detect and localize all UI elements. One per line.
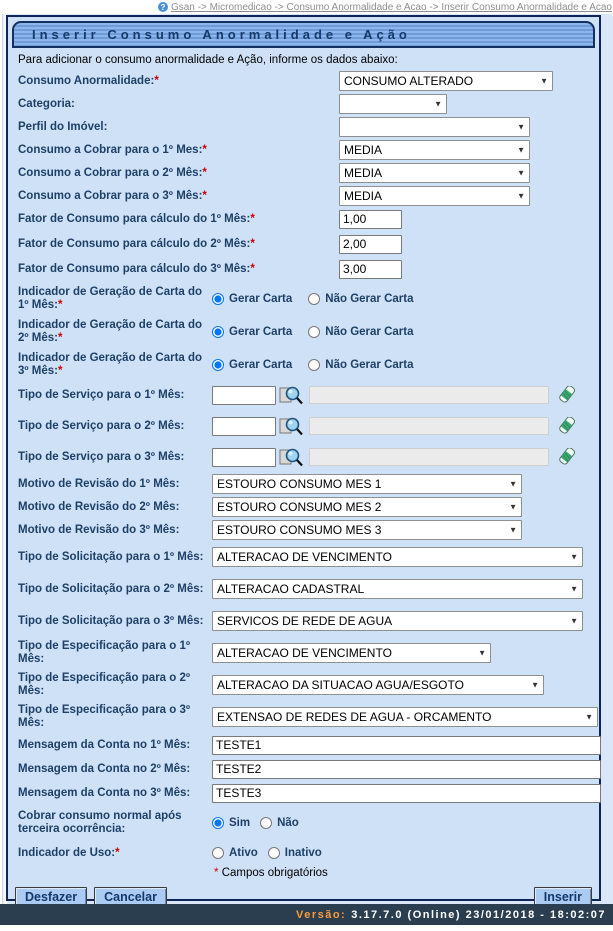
ind-carta-1-radio-nao-gerar[interactable] bbox=[308, 293, 320, 305]
chevron-down-icon: ▼ bbox=[517, 122, 525, 132]
ind-carta-3-radio-nao-gerar[interactable] bbox=[308, 359, 320, 371]
tipo-servico-3-erase-icon[interactable] bbox=[558, 448, 575, 467]
field-row-tipo-servico-3 bbox=[18, 447, 592, 467]
tipo-servico-1-code-input[interactable] bbox=[212, 386, 276, 405]
required-asterisk: * bbox=[250, 212, 255, 225]
field-row-tipo-solicitacao-2 bbox=[18, 575, 592, 603]
fator-1-input[interactable] bbox=[339, 210, 402, 229]
field-row-motivo-revisao-2 bbox=[18, 497, 592, 517]
ind-carta-1-option-gerar[interactable] bbox=[212, 293, 292, 305]
chevron-down-icon: ▼ bbox=[585, 712, 593, 722]
required-asterisk: * bbox=[58, 299, 63, 311]
field-label: Consumo Anormalidade: bbox=[18, 74, 155, 87]
field-row-motivo-revisao-3 bbox=[18, 520, 592, 540]
tipo-servico-1-erase-icon[interactable] bbox=[558, 386, 575, 405]
field-label: Fator de Consumo para cálculo do 1º Mês: bbox=[18, 212, 251, 225]
field-label: Motivo de Revisão do 2º Mês: bbox=[18, 500, 180, 513]
field-label: Indicador de Geração de Carta do 1º Mês: bbox=[18, 286, 203, 311]
field-label: Tipo de Solicitação para o 1º Mês: bbox=[18, 550, 204, 563]
field-label: Tipo de Serviço para o 1º Mês: bbox=[18, 388, 185, 401]
required-asterisk: * bbox=[154, 74, 159, 87]
form-panel bbox=[6, 15, 601, 904]
breadcrumb bbox=[0, 0, 613, 14]
tipo-servico-2-search-icon[interactable] bbox=[279, 416, 303, 436]
chevron-down-icon: ▼ bbox=[517, 168, 525, 178]
indicador-uso-option-inativo[interactable] bbox=[268, 847, 322, 859]
field-label: Indicador de Geração de Carta do 3º Mês: bbox=[18, 352, 203, 377]
indicador-uso-option-ativo[interactable] bbox=[212, 847, 258, 859]
chevron-down-icon: ▼ bbox=[531, 680, 539, 690]
field-row-indicador-uso bbox=[18, 843, 592, 863]
required-asterisk: * bbox=[202, 166, 207, 179]
field-row-consumo-cobrar-3 bbox=[18, 186, 592, 206]
field-label: Fator de Consumo para cálculo do 2º Mês: bbox=[18, 237, 251, 250]
field-row-perfil-imovel bbox=[18, 117, 592, 137]
field-row-ind-carta-3 bbox=[18, 351, 592, 379]
radio-label: Não Gerar Carta bbox=[325, 293, 414, 305]
ind-carta-1-option-nao-gerar[interactable] bbox=[308, 293, 413, 305]
chevron-down-icon: ▼ bbox=[478, 648, 486, 658]
field-label: Consumo a Cobrar para o 1º Mes: bbox=[18, 143, 203, 156]
consumo-cobrar-1-select[interactable] bbox=[339, 140, 530, 160]
chevron-down-icon: ▼ bbox=[570, 584, 578, 594]
field-label: Fator de Consumo para cálculo do 3º Mês: bbox=[18, 262, 251, 275]
field-label: Mensagem da Conta no 1º Mês: bbox=[18, 738, 191, 751]
field-row-tipo-solicitacao-1 bbox=[18, 543, 592, 571]
tipo-solicitacao-2-select[interactable] bbox=[212, 579, 583, 599]
field-row-cobrar-normal bbox=[18, 809, 592, 837]
radio-label: Gerar Carta bbox=[229, 359, 293, 371]
required-asterisk: * bbox=[214, 867, 219, 879]
chevron-down-icon: ▼ bbox=[509, 502, 517, 512]
radio-label: Gerar Carta bbox=[229, 293, 293, 305]
tipo-servico-3-descricao-field bbox=[309, 448, 549, 466]
radio-label: Gerar Carta bbox=[229, 326, 293, 338]
radio-label: Ativo bbox=[229, 847, 258, 859]
required-asterisk: * bbox=[250, 262, 255, 275]
chevron-down-icon: ▼ bbox=[517, 145, 525, 155]
required-asterisk: * bbox=[58, 365, 63, 377]
field-row-tipo-servico-1 bbox=[18, 385, 592, 405]
required-fields-note bbox=[214, 867, 592, 879]
perfil-imovel-select[interactable] bbox=[339, 117, 530, 137]
motivo-revisao-3-select[interactable] bbox=[212, 520, 522, 540]
select-value: EXTENSAO DE REDES DE AGUA - ORCAMENTO bbox=[217, 710, 492, 724]
indicador-uso-radio-inativo[interactable] bbox=[268, 847, 280, 859]
ind-carta-3-option-nao-gerar[interactable] bbox=[308, 359, 413, 371]
consumo-cobrar-3-select[interactable] bbox=[339, 186, 530, 206]
field-label: Perfil do Imóvel: bbox=[18, 120, 108, 133]
tipo-servico-2-code-input[interactable] bbox=[212, 417, 276, 436]
cobrar-normal-radio-sim[interactable] bbox=[212, 817, 224, 829]
field-row-categoria bbox=[18, 94, 592, 114]
mensagem-1-input[interactable] bbox=[212, 736, 601, 755]
chevron-down-icon: ▼ bbox=[570, 616, 578, 626]
radio-label: Sim bbox=[229, 817, 251, 829]
cancelar-button[interactable]: Cancelar bbox=[94, 887, 167, 908]
field-row-tipo-servico-2 bbox=[18, 416, 592, 436]
help-icon[interactable]: ? bbox=[158, 2, 168, 12]
required-asterisk: * bbox=[58, 332, 63, 344]
field-label: Motivo de Revisão do 1º Mês: bbox=[18, 477, 180, 490]
cobrar-normal-radio-nao[interactable] bbox=[260, 817, 272, 829]
breadcrumb-links[interactable]: Gsan -> Micromedicao -> Consumo Anormalidade e Acao -> Inserir Consumo Anormalidade e Acao bbox=[170, 1, 612, 13]
field-label: Tipo de Solicitação para o 3º Mês: bbox=[18, 614, 204, 627]
tipo-servico-2-erase-icon[interactable] bbox=[558, 417, 575, 436]
page-title: Inserir Consumo Anormalidade e Ação bbox=[12, 21, 595, 48]
field-label: Indicador de Uso: bbox=[18, 846, 116, 859]
ind-carta-3-radio-gerar[interactable] bbox=[212, 359, 224, 371]
radio-label: Não Gerar Carta bbox=[325, 359, 414, 371]
select-value: ALTERACAO DE VENCIMENTO bbox=[217, 550, 392, 564]
tipo-especificacao-1-select[interactable] bbox=[212, 643, 491, 663]
tipo-servico-3-search-icon[interactable] bbox=[279, 447, 303, 467]
tipo-servico-1-descricao-field bbox=[309, 386, 549, 404]
fator-3-input[interactable] bbox=[339, 260, 402, 279]
page-subtitle: Para adicionar o consumo anormalidade e Ação, informe os dados abaixo: bbox=[18, 54, 398, 66]
ind-carta-2-option-nao-gerar[interactable] bbox=[308, 326, 413, 338]
required-asterisk: * bbox=[250, 237, 255, 250]
field-label: Tipo de Solicitação para o 2º Mês: bbox=[18, 582, 204, 595]
select-value: ESTOURO CONSUMO MES 2 bbox=[217, 500, 382, 514]
field-row-mensagem-2 bbox=[18, 759, 592, 779]
field-label: Consumo a Cobrar para o 2º Mês: bbox=[18, 166, 203, 179]
field-row-mensagem-3 bbox=[18, 783, 592, 803]
field-row-consumo-cobrar-1 bbox=[18, 140, 592, 160]
mensagem-3-input[interactable] bbox=[212, 784, 601, 803]
radio-label: Não Gerar Carta bbox=[325, 326, 414, 338]
select-value: ALTERACAO DA SITUACAO AGUA/ESGOTO bbox=[217, 678, 464, 692]
field-row-ind-carta-1 bbox=[18, 285, 592, 313]
field-row-fator-1 bbox=[18, 209, 592, 229]
select-value: MEDIA bbox=[344, 143, 383, 157]
field-row-mensagem-1 bbox=[18, 735, 592, 755]
tipo-servico-3-code-input[interactable] bbox=[212, 448, 276, 467]
field-row-motivo-revisao-1 bbox=[18, 474, 592, 494]
field-label: Mensagem da Conta no 3º Mês: bbox=[18, 786, 191, 799]
tipo-servico-1-search-icon[interactable] bbox=[279, 385, 303, 405]
indicador-uso-radio-ativo[interactable] bbox=[212, 847, 224, 859]
radio-label: Inativo bbox=[284, 847, 322, 859]
motivo-revisao-1-select[interactable] bbox=[212, 474, 522, 494]
chevron-down-icon: ▼ bbox=[517, 191, 525, 201]
field-row-fator-2 bbox=[18, 234, 592, 254]
version-value: 3.17.7.0 (Online) 23/01/2018 - 18:02:07 bbox=[351, 908, 606, 921]
version-footer bbox=[0, 904, 613, 925]
field-row-tipo-especificacao-1 bbox=[18, 639, 592, 667]
field-label: Consumo a Cobrar para o 3º Mês: bbox=[18, 189, 203, 202]
required-asterisk: * bbox=[202, 189, 207, 202]
field-row-consumo-cobrar-2 bbox=[18, 163, 592, 183]
field-label: Indicador de Geração de Carta do 2º Mês: bbox=[18, 319, 203, 344]
required-asterisk: * bbox=[115, 846, 120, 859]
categoria-select[interactable] bbox=[339, 94, 447, 114]
cobrar-normal-option-nao[interactable] bbox=[260, 817, 299, 829]
chevron-down-icon: ▼ bbox=[540, 76, 548, 86]
chevron-down-icon: ▼ bbox=[509, 525, 517, 535]
radio-label: Não bbox=[277, 817, 299, 829]
tipo-servico-2-descricao-field bbox=[309, 417, 549, 435]
fator-2-input[interactable] bbox=[339, 235, 402, 254]
field-label: Tipo de Serviço para o 3º Mês: bbox=[18, 450, 185, 463]
field-label: Categoria: bbox=[18, 97, 75, 110]
ind-carta-2-radio-gerar[interactable] bbox=[212, 326, 224, 338]
field-row-tipo-especificacao-3 bbox=[18, 703, 592, 731]
chevron-down-icon: ▼ bbox=[570, 552, 578, 562]
motivo-revisao-2-select[interactable] bbox=[212, 497, 522, 517]
version-label: Versão: bbox=[295, 908, 347, 921]
cobrar-normal-option-sim[interactable] bbox=[212, 817, 250, 829]
ind-carta-2-radio-nao-gerar[interactable] bbox=[308, 326, 320, 338]
ind-carta-3-option-gerar[interactable] bbox=[212, 359, 292, 371]
required-asterisk: * bbox=[202, 143, 207, 156]
select-value: ESTOURO CONSUMO MES 1 bbox=[217, 477, 382, 491]
select-value: SERVICOS DE REDE DE AGUA bbox=[217, 614, 393, 628]
field-label: Mensagem da Conta no 2º Mês: bbox=[18, 762, 191, 775]
consumo-anormalidade-select[interactable] bbox=[339, 71, 553, 91]
tipo-especificacao-3-select[interactable] bbox=[212, 707, 598, 727]
field-label: Tipo de Especificação para o 1º Mês: bbox=[18, 640, 191, 665]
select-value: ESTOURO CONSUMO MES 3 bbox=[217, 523, 382, 537]
inserir-button[interactable]: Inserir bbox=[534, 887, 592, 908]
field-row-fator-3 bbox=[18, 259, 592, 279]
select-value: MEDIA bbox=[344, 189, 383, 203]
tipo-especificacao-2-select[interactable] bbox=[212, 675, 544, 695]
field-label: Cobrar consumo normal após terceira ocorrência: bbox=[18, 810, 182, 835]
required-note-text: Campos obrigatórios bbox=[221, 867, 328, 879]
chevron-down-icon: ▼ bbox=[509, 479, 517, 489]
field-row-ind-carta-2 bbox=[18, 318, 592, 346]
chevron-down-icon: ▼ bbox=[434, 99, 442, 109]
field-row-tipo-especificacao-2 bbox=[18, 671, 592, 699]
desfazer-button[interactable]: Desfazer bbox=[15, 887, 87, 908]
field-label: Tipo de Especificação para o 3º Mês: bbox=[18, 704, 191, 729]
tipo-solicitacao-3-select[interactable] bbox=[212, 611, 583, 631]
field-label: Motivo de Revisão do 3º Mês: bbox=[18, 523, 180, 536]
consumo-cobrar-2-select[interactable] bbox=[339, 163, 530, 183]
field-label: Tipo de Serviço para o 2º Mês: bbox=[18, 419, 185, 432]
select-value: ALTERACAO CADASTRAL bbox=[217, 582, 365, 596]
ind-carta-2-option-gerar[interactable] bbox=[212, 326, 292, 338]
mensagem-2-input[interactable] bbox=[212, 760, 601, 779]
ind-carta-1-radio-gerar[interactable] bbox=[212, 293, 224, 305]
select-value: ALTERACAO DE VENCIMENTO bbox=[217, 646, 392, 660]
select-value: MEDIA bbox=[344, 166, 383, 180]
select-value: CONSUMO ALTERADO bbox=[344, 74, 474, 88]
tipo-solicitacao-1-select[interactable] bbox=[212, 547, 583, 567]
field-row-tipo-solicitacao-3 bbox=[18, 607, 592, 635]
field-label: Tipo de Especificação para o 2º Mês: bbox=[18, 672, 191, 697]
field-row-consumo-anormalidade bbox=[18, 71, 592, 91]
